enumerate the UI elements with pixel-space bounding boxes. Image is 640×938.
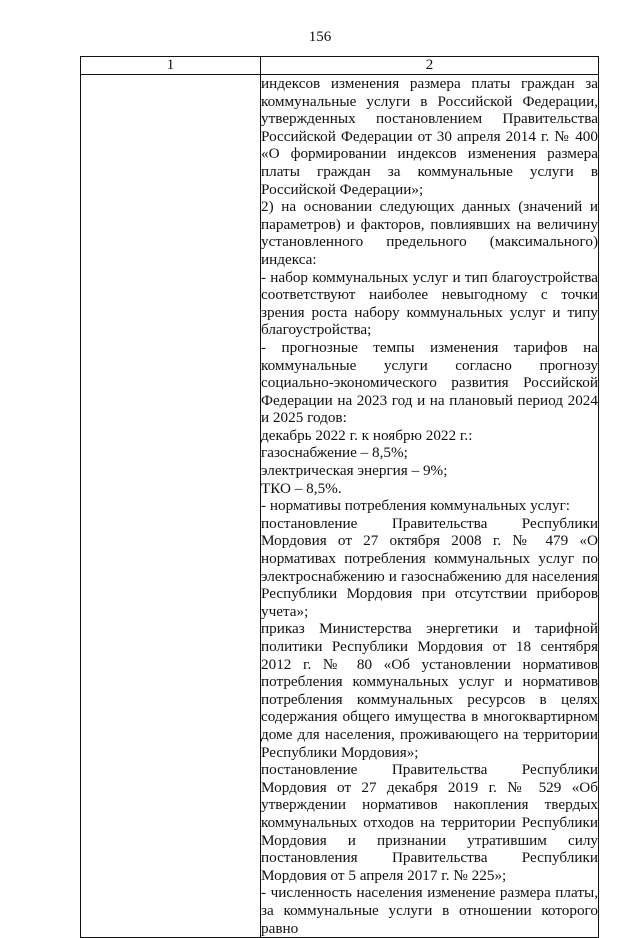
column-1-header [81,57,261,75]
table-header-row [81,57,599,75]
page-number: 156 [308,29,332,45]
paragraph: - прогнозные темпы изменения тарифов на коммунальные услуги согласно прогнозу социально-экономического развития Российской Федерации на 2023 год и на плановый период 2024 и 2025 годов: [261,338,598,427]
paragraph: - набор коммунальных услуг и тип благоустройства соответствуют наиболее невыгодному с точки зрения роста набору коммунальных услуг и типу благоустройства; [261,268,598,339]
paragraph: ТКО – 8,5%. [261,479,342,497]
paragraph: приказ Министерства энергетики и тарифной политики Республики Мордовия от 18 сентября 2012 г. № 80 «Об установлении нормативов потребления коммунальных услуг и нормативов потребления коммунальных ресурсов в целях содержания общего имущества в многоквартирном доме для населения, проживающего на территории Республики Мордовия»; [261,620,598,761]
column-1-header-text: 1 [166,57,175,73]
paragraph: постановление Правительства Республики Мордовия от 27 декабря 2019 г. № 529 «Об утверждении нормативов накопления твердых коммунальных отходов на территории Республики Мордовия и признании утратившим силу постановления Правительства Республики Мордовия от 5 апреля 2017 г. № 225»; [261,761,598,884]
paragraph: постановление Правительства Республики Мордовия от 27 октября 2008 г. № 479 «О нормативах потребления коммунальных услуг по электроснабжению и газоснабжению для населения Республики Мордовия при отсутствии приборов учета»; [261,514,598,620]
column-2-cell [261,75,599,938]
column-1-cell [81,75,261,938]
document-table [80,56,599,938]
paragraph: - нормативы потребления коммунальных услуг: [261,497,571,515]
paragraph: индексов изменения размера платы граждан за коммунальные услуги в Российской Федерации, утвержденных постановлением Правительства Российской Федерации от 30 апреля 2014 г. № 400 «О формировании индексов изменения размера платы граждан за коммунальные услуги в Российской Федерации»; [261,75,598,198]
paragraph: 2) на основании следующих данных (значений и параметров) и факторов, повлиявших на величину установленного предельного (максимального) индекса: [261,198,598,268]
paragraph: газоснабжение – 8,5%; [261,444,408,462]
table-body-row [81,75,599,938]
paragraph: декабрь 2022 г. к ноябрю 2022 г.: [261,426,473,444]
column-2-header [261,57,599,75]
column-2-text [261,75,598,937]
column-2-header-text: 2 [425,57,434,73]
paragraph: - численность населения изменение размера платы, за коммунальные услуги в отношении которого равно [261,884,598,937]
paragraph: электрическая энергия – 9%; [261,462,448,480]
